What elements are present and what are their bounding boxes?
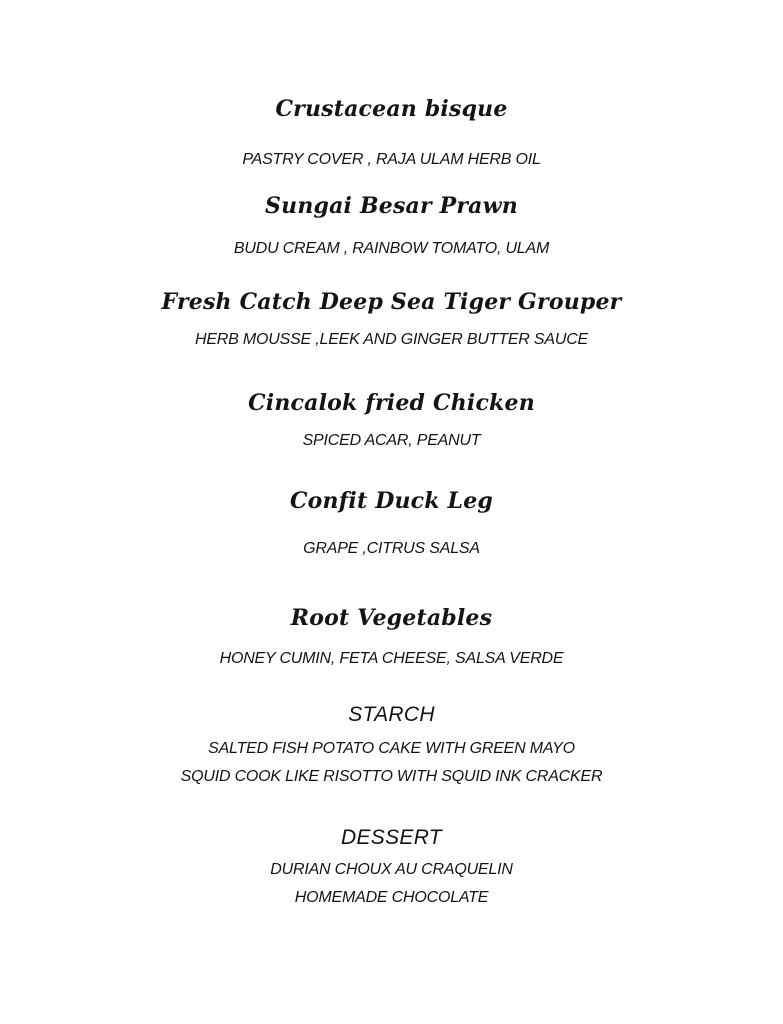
starch-line: SALTED FISH POTATO CAKE WITH GREEN MAYO bbox=[208, 740, 575, 757]
dish-desc-root-vegetables: HONEY CUMIN, FETA CHEESE, SALSA VERDE bbox=[219, 650, 564, 667]
dish-desc-crustacean-bisque: PASTRY COVER , RAJA ULAM HERB OIL bbox=[242, 151, 541, 168]
dessert-line: DURIAN CHOUX AU CRAQUELIN bbox=[270, 861, 513, 878]
dessert-line: HOMEMADE CHOCOLATE bbox=[294, 889, 489, 906]
dish-title-root-vegetables: Root Vegetables bbox=[290, 605, 493, 631]
dish-desc-sungai-besar-prawn: BUDU CREAM , RAINBOW TOMATO, ULAM bbox=[233, 240, 550, 257]
dish-desc-confit-duck-leg: GRAPE ,CITRUS SALSA bbox=[303, 540, 480, 557]
dish-title-tiger-grouper: Fresh Catch Deep Sea Tiger Grouper bbox=[161, 289, 622, 315]
starch-line: SQUID COOK LIKE RISOTTO WITH SQUID INK CRACKER bbox=[180, 768, 603, 785]
dish-title-confit-duck-leg: Confit Duck Leg bbox=[289, 488, 494, 514]
section-heading-dessert: DESSERT bbox=[341, 826, 442, 849]
dish-title-sungai-besar-prawn: Sungai Besar Prawn bbox=[265, 193, 518, 219]
dish-desc-cincalok-fried-chicken: SPICED ACAR, PEANUT bbox=[302, 432, 481, 449]
dish-title-cincalok-fried-chicken: Cincalok fried Chicken bbox=[248, 390, 535, 416]
dish-title-crustacean-bisque: Crustacean bisque bbox=[275, 96, 508, 122]
section-heading-starch: STARCH bbox=[348, 703, 435, 726]
dish-desc-tiger-grouper: HERB MOUSSE ,LEEK AND GINGER BUTTER SAUCE bbox=[194, 331, 589, 348]
